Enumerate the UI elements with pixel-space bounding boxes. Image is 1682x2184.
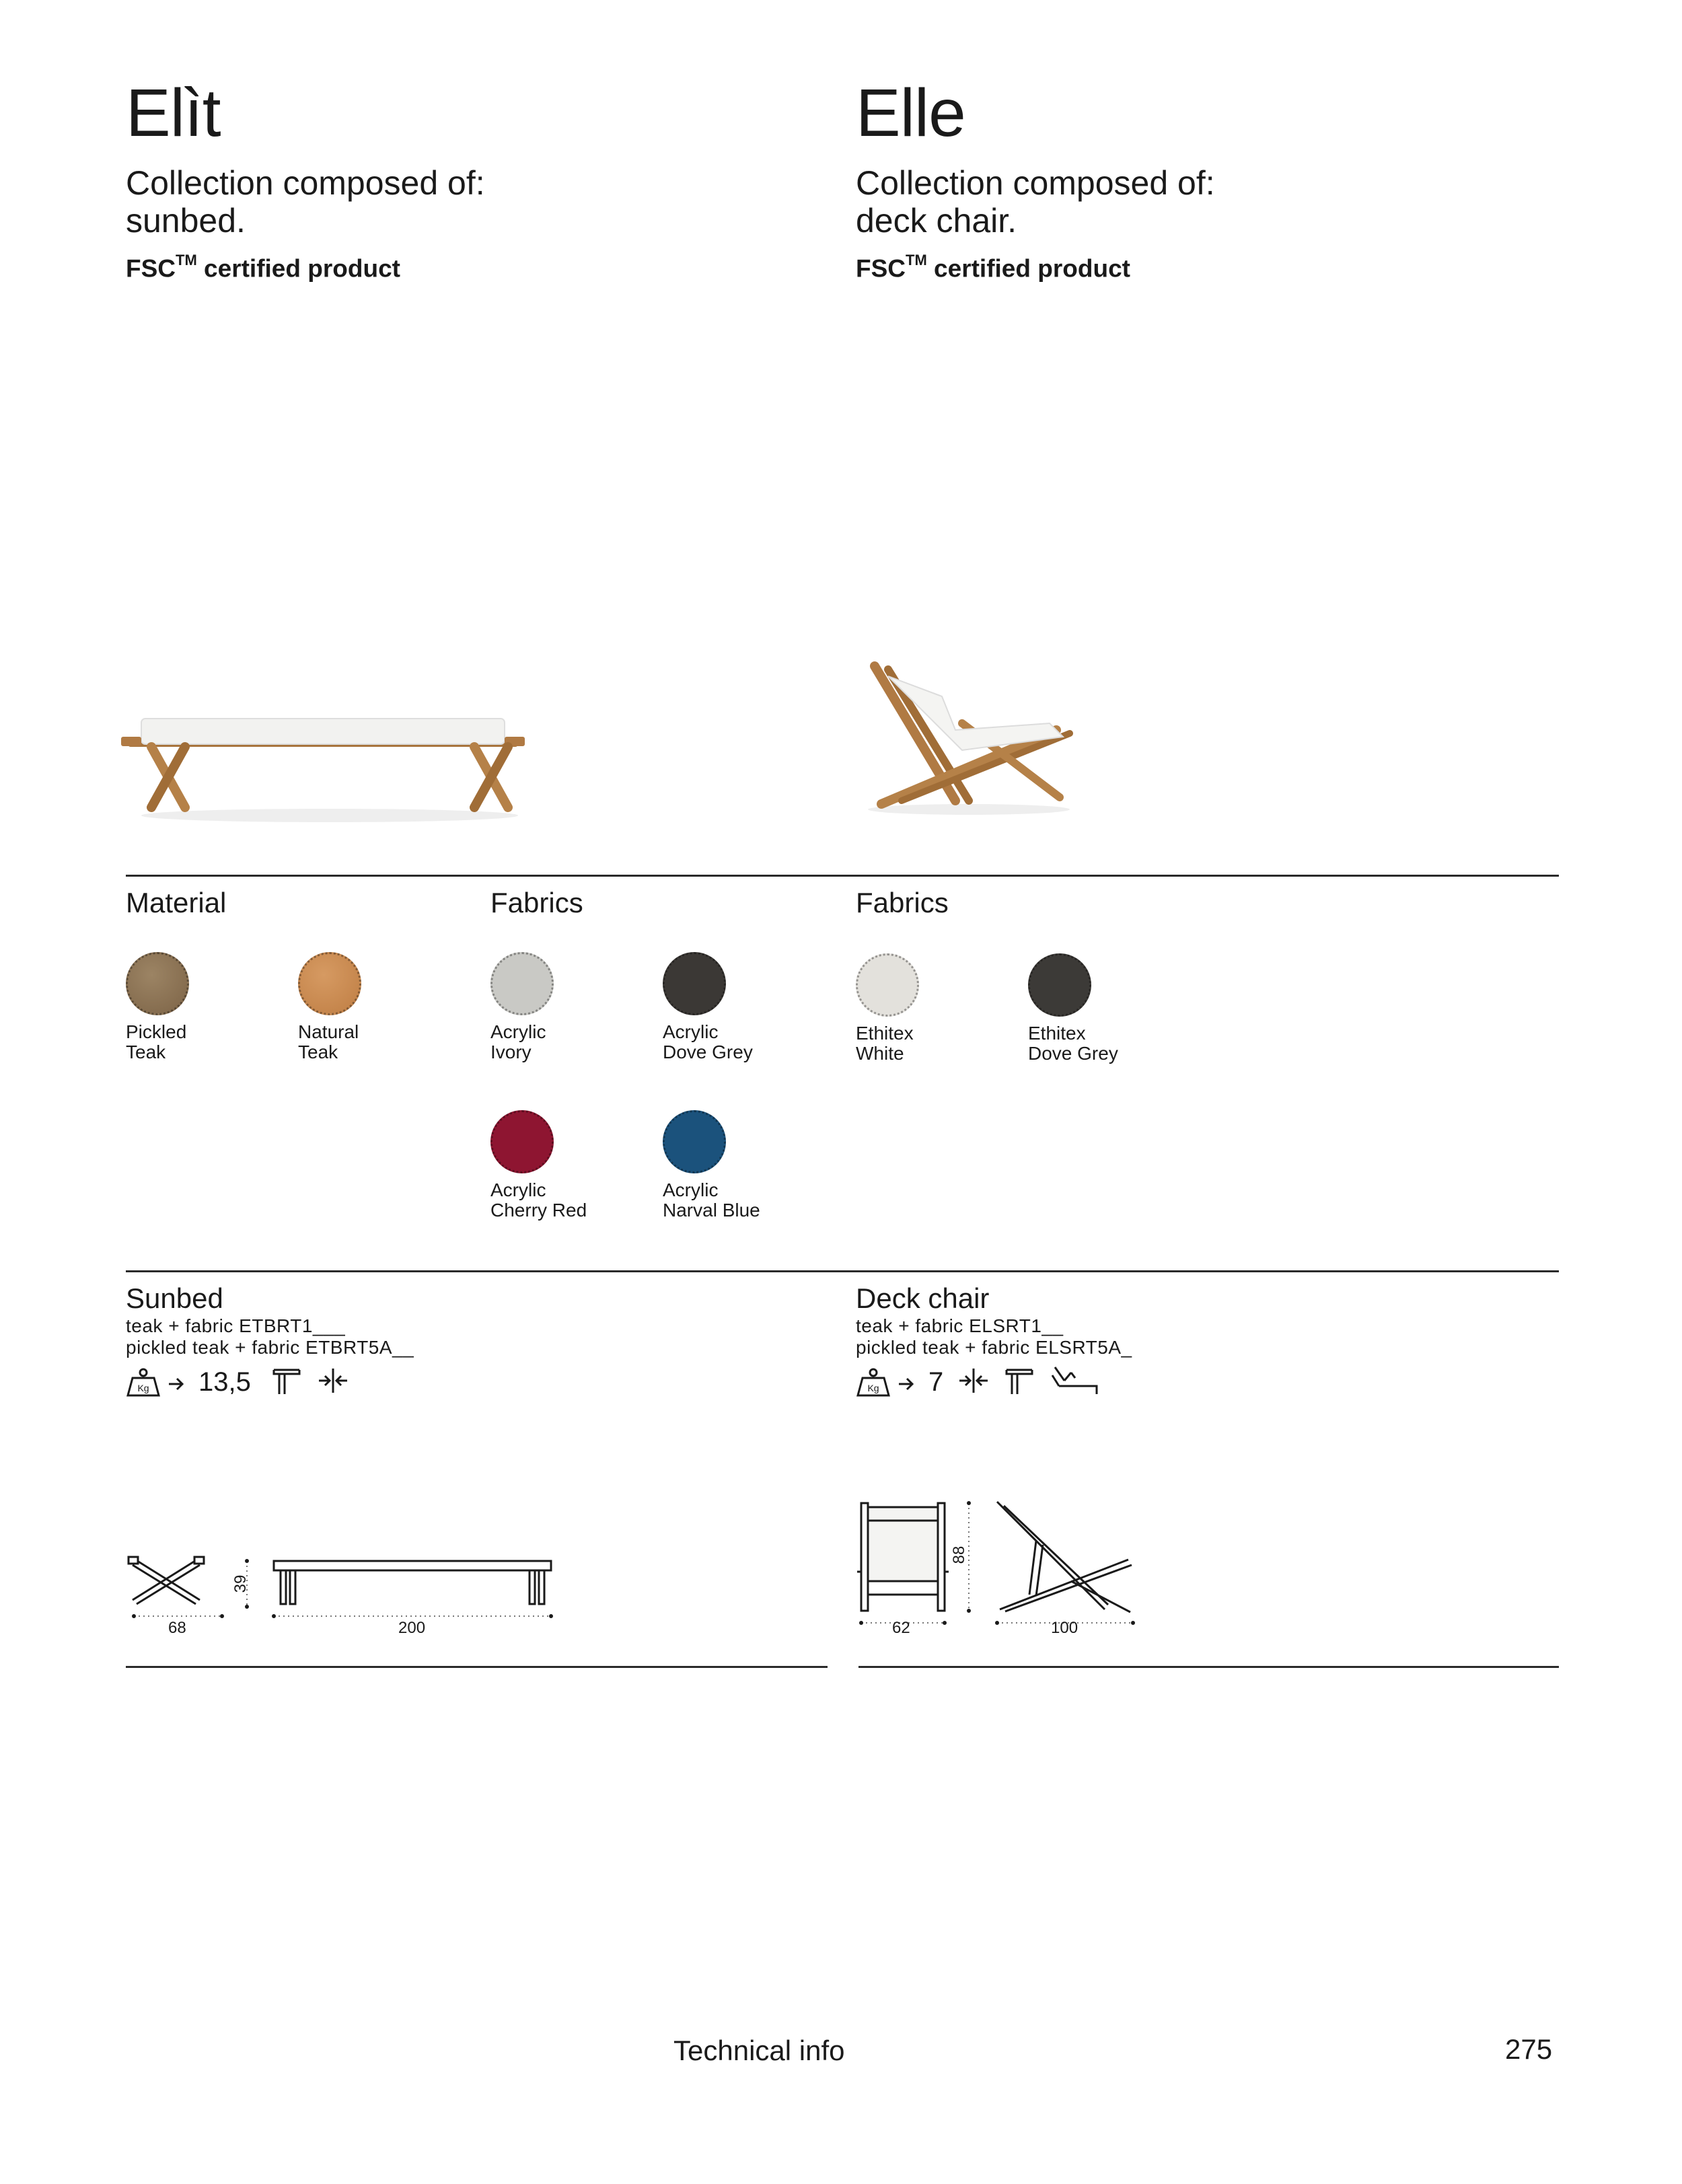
arrow-right-icon — [168, 1377, 185, 1391]
swatch-pickled-teak-chip — [126, 952, 189, 1015]
swatch-label-line1: Acrylic — [663, 1021, 719, 1042]
svg-text:Kg: Kg — [137, 1383, 149, 1393]
swatch-label-line2: Narval Blue — [663, 1200, 760, 1221]
swatch-label — [298, 1022, 361, 1062]
elit-subtitle — [126, 164, 485, 240]
foldable-icon — [958, 1367, 989, 1394]
fsc-certified-text: certified product — [926, 254, 1130, 283]
swatch-acrylic-dove-grey[interactable] — [663, 952, 753, 1062]
deckchair-width-dim: 62 — [892, 1619, 910, 1637]
elit-title: Elìt — [126, 75, 221, 151]
swatch-label — [490, 1022, 554, 1062]
svg-text:Kg: Kg — [867, 1383, 879, 1393]
swatch-label — [663, 1180, 760, 1221]
deckchair-code-pickled: pickled teak + fabric ELSRT5A_ — [856, 1337, 1132, 1358]
swatch-natural-teak[interactable] — [298, 952, 361, 1062]
deckchair-heading: Deck chair — [856, 1282, 990, 1314]
swatch-label-line2: White — [856, 1043, 904, 1064]
swatch-label-line1: Acrylic — [490, 1021, 546, 1042]
swatch-label — [126, 1022, 189, 1062]
swatch-label — [663, 1022, 753, 1062]
deckchair-codes — [856, 1315, 1132, 1358]
deckchair-code-teak: teak + fabric ELSRT1__ — [856, 1315, 1064, 1336]
swatch-label — [1028, 1023, 1118, 1064]
swatch-label-line1: Ethitex — [856, 1023, 914, 1044]
sunbed-height-dim: 39 — [231, 1574, 250, 1593]
fsc-text: FSC — [856, 254, 906, 283]
elle-subtitle-line1: Collection composed of: — [856, 164, 1215, 202]
elle-subtitle — [856, 164, 1215, 240]
sunbed-depth-dim: 68 — [168, 1619, 186, 1637]
table-icon — [272, 1366, 301, 1395]
sunbed-spec-row — [126, 1363, 476, 1404]
swatch-ethitex-white-chip — [856, 953, 919, 1017]
swatch-label — [490, 1180, 587, 1221]
swatch-acrylic-ivory[interactable] — [490, 952, 554, 1062]
fabrics-heading: Fabrics — [490, 887, 583, 918]
sunbed-length-dim: 200 — [398, 1619, 426, 1637]
elle-fsc-label — [856, 254, 1130, 283]
swatch-ethitex-white[interactable] — [856, 953, 919, 1064]
material-heading: Material — [126, 887, 227, 918]
swatch-label-line2: Dove Grey — [663, 1042, 753, 1062]
foldable-icon — [318, 1367, 349, 1394]
swatch-label-line2: Dove Grey — [1028, 1043, 1118, 1064]
swatch-label-line1: Acrylic — [663, 1179, 719, 1200]
swatch-label-line1: Ethitex — [1028, 1023, 1086, 1044]
swatch-acrylic-cherry-red[interactable] — [490, 1110, 587, 1221]
swatch-label-line1: Acrylic — [490, 1179, 546, 1200]
divider — [126, 875, 1559, 877]
arrow-right-icon — [898, 1377, 915, 1391]
divider — [126, 1270, 1559, 1272]
swatch-label-line1: Natural — [298, 1021, 359, 1042]
footer-section-label: Technical info — [673, 2035, 845, 2066]
sunbed-heading: Sunbed — [126, 1282, 223, 1314]
elit-subtitle-line2: sunbed. — [126, 202, 246, 240]
weight-kg-icon — [126, 1369, 161, 1398]
swatch-label-line2: Ivory — [490, 1042, 532, 1062]
deckchair-depth-dim: 100 — [1051, 1619, 1078, 1637]
elit-subtitle-line1: Collection composed of: — [126, 164, 485, 202]
recline-icon — [1051, 1366, 1098, 1395]
swatch-label-line2: Teak — [126, 1042, 166, 1062]
sunbed-codes — [126, 1315, 414, 1358]
swatch-acrylic-narval-blue-chip — [663, 1110, 726, 1173]
deckchair-spec-row — [856, 1363, 1138, 1404]
swatch-acrylic-narval-blue[interactable] — [663, 1110, 760, 1221]
fsc-certified-text: certified product — [196, 254, 400, 283]
fsc-tm: TM — [906, 252, 927, 268]
fabrics-heading: Fabrics — [856, 887, 949, 918]
swatch-ethitex-dove-grey-chip — [1028, 953, 1091, 1017]
deckchair-height-dim: 88 — [950, 1545, 968, 1564]
sunbed-code-pickled: pickled teak + fabric ETBRT5A__ — [126, 1337, 414, 1358]
sunbed-drawing — [126, 1548, 563, 1642]
fsc-tm: TM — [176, 252, 197, 268]
swatch-ethitex-dove-grey[interactable] — [1028, 953, 1118, 1064]
divider — [858, 1666, 1559, 1668]
swatch-label-line2: Cherry Red — [490, 1200, 587, 1221]
swatch-label-line1: Pickled — [126, 1021, 187, 1042]
swatch-acrylic-cherry-red-chip — [490, 1110, 554, 1173]
sunbed-photo — [121, 700, 538, 834]
page-number: 275 — [1505, 2033, 1553, 2065]
deckchair-weight-value: 7 — [928, 1367, 944, 1397]
elit-fsc-label — [126, 254, 400, 283]
swatch-pickled-teak[interactable] — [126, 952, 189, 1062]
sunbed-code-teak: teak + fabric ETBRT1___ — [126, 1315, 346, 1336]
swatch-label-line2: Teak — [298, 1042, 338, 1062]
divider — [126, 1666, 828, 1668]
weight-kg-icon — [856, 1369, 891, 1398]
table-icon — [1005, 1366, 1033, 1395]
swatch-acrylic-dove-grey-chip — [663, 952, 726, 1015]
deckchair-photo — [861, 656, 1083, 817]
fsc-text: FSC — [126, 254, 176, 283]
swatch-natural-teak-chip — [298, 952, 361, 1015]
swatch-label — [856, 1023, 919, 1064]
swatch-acrylic-ivory-chip — [490, 952, 554, 1015]
sunbed-weight-value: 13,5 — [198, 1367, 251, 1397]
elle-title: Elle — [856, 75, 965, 151]
elle-subtitle-line2: deck chair. — [856, 202, 1017, 240]
